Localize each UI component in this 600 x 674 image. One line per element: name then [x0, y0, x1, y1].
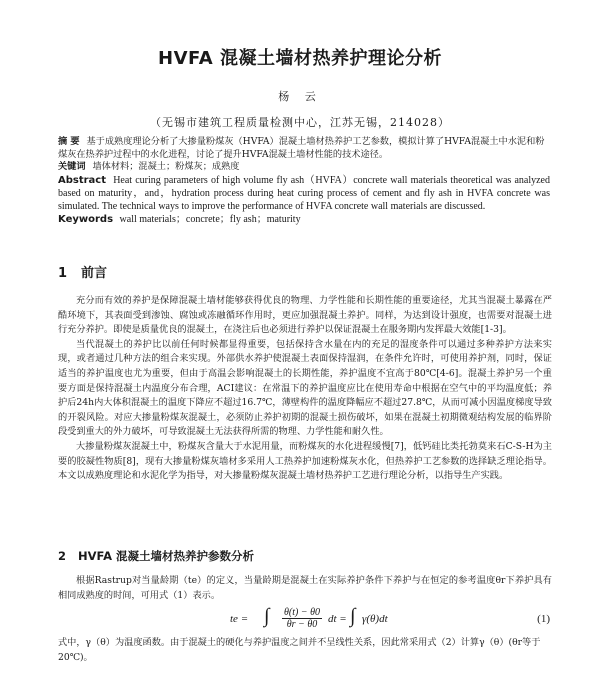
- abstract-cn-text: 基于成熟度理论分析了大掺量粉煤灰（HVFA）混凝土墙材热养护工艺参数，模拟计算了HVFA混凝土中水泥和粉煤灰在热养护过程中的水化进程，讨论了提升HVFA混凝土墙材性能的技术途径。: [58, 136, 545, 160]
- abstract-en-label: Abstract: [58, 174, 107, 186]
- integral-sign-icon: ∫: [264, 605, 270, 627]
- abstract-en-text: Heat curing parameters of high volume fly ash（HVFA）concrete wall materials theoretical was analyzed based on maturity，and，hydration process during heat curing process of cement and fly ash in HVFA concrete was simulated. The technical ways to improve the performance of HVFA concrete wall materials are discussed.: [58, 174, 550, 212]
- keywords-en-label: Keywords: [58, 213, 114, 225]
- equation-number: (1): [537, 613, 550, 625]
- abstract-cn-label: 摘 要: [58, 136, 80, 147]
- equation-fraction: [282, 607, 322, 630]
- abstract-cn: [58, 136, 550, 161]
- paper-title: HVFA 混凝土墙材热养护理论分析: [158, 48, 442, 69]
- section2-title: HVFA 混凝土墙材热养护参数分析: [78, 549, 254, 563]
- abstract-block: [58, 136, 550, 226]
- keywords-cn: [58, 161, 550, 174]
- section2-number: 2: [58, 549, 67, 563]
- section2-intro: 根据Rastrup对当量龄期（te）的定义，当量龄期是混凝土在实际养护条件下养护与在恒定的参考温度θr下养护具有相同成熟度的时间，可用式（1）表示。: [58, 575, 552, 601]
- equation-dt: dt =: [328, 613, 347, 625]
- equation-1: [230, 607, 550, 633]
- equation-lhs: te =: [230, 613, 249, 625]
- section1-paragraph: 当代混凝土的养护比以前任何时候都显得重要，包括保持含水量在内的充足的湿度条件可以通过多种养护方法来实现，或者通过几种方法的组合来实现。外部供水养护使混凝土表面保持湿润，在条件允许时，可使用养护剂，同时，保证适当的养护温度也尤为重要，但由于高温会影响混凝土的长期性能，养护温度不宜高于80℃[4-6]。混凝土养护另一个重要方面是保持混凝土内温度分布合理，ACI建议：在常温下的养护温度应比在使用寿命中根据在空气中的平均温度低；养护后24h内大体积混凝土的温度下降应不超过16.7℃，薄壁构件的温度降幅应不超过27.8℃，从而可减小因温度梯度导致的开裂风险。对应大掺量粉煤灰混凝土，必须防止养护初期的混凝土损伤破坏，如果在混凝土初期微观结构发展的临界阶段受到重大的外力破坏，可导致混凝土无法获得所需的物理、力学性能和耐久性。: [58, 338, 552, 438]
- author-affiliation: （无锡市建筑工程质量检测中心，江苏无锡，214028）: [150, 116, 450, 129]
- section2-after-text: 式中，γ（θ）为温度函数。由于混凝土的硬化与养护温度之间并不呈线性关系，因此常采用式（2）计算γ（θ）(θr等于20℃)。: [58, 637, 541, 663]
- abstract-en: [58, 174, 550, 213]
- keywords-en: [58, 213, 550, 226]
- section1-body: [58, 294, 552, 484]
- section1-paragraph: 充分而有效的养护是保障混凝土墙材能够获得优良的物理、力学性能和长期性能的重要途径，尤其当混凝土暴露在严酷环境下，其表面受到渗蚀、腐蚀或冻融循环作用时，更应加强混凝土养护。同样，为达到设计强度，也需要对混凝土进行充分养护。即使是质量优良的混凝土，在浇注后也必须进行养护以保证混凝土在服务期内发挥最大效能[1-3]。: [58, 295, 552, 336]
- section1-title: 前言: [81, 266, 108, 281]
- section1-heading: [58, 262, 121, 281]
- section2-after-equation: [58, 636, 552, 665]
- integral-sign-icon: ∫: [350, 605, 356, 627]
- section2-body: [58, 574, 552, 603]
- section1-paragraph: 大掺量粉煤灰混凝土中，粉煤灰含量大于水泥用量，而粉煤灰的水化进程缓慢[7]，低钙硅比类托勃莫来石C-S-H为主要的胶凝性物质[8]，现有大掺量粉煤灰墙材多采用人工热养护加速粉煤灰水化，但热养护工艺参数的选择缺乏理论指导。本文以成熟度理论和水泥化学为指导，对大掺量粉煤灰混凝土墙材热养护工艺进行理论分析，以指导生产实践。: [58, 440, 552, 482]
- author-name: 杨 云: [278, 90, 322, 103]
- keywords-cn-text: 墙体材料；混凝土；粉煤灰；成熟度: [92, 161, 240, 172]
- keywords-cn-label: 关键词: [58, 161, 86, 172]
- equation-denominator: θr − θ0: [286, 619, 318, 630]
- keywords-en-text: wall materials；concrete；fly ash；maturity: [119, 213, 301, 225]
- section2-heading: [58, 548, 266, 564]
- equation-rhs: γ(θ)dt: [362, 613, 388, 625]
- equation-numerator: θ(t) − θ0: [284, 607, 321, 618]
- section1-number: 1: [58, 266, 68, 281]
